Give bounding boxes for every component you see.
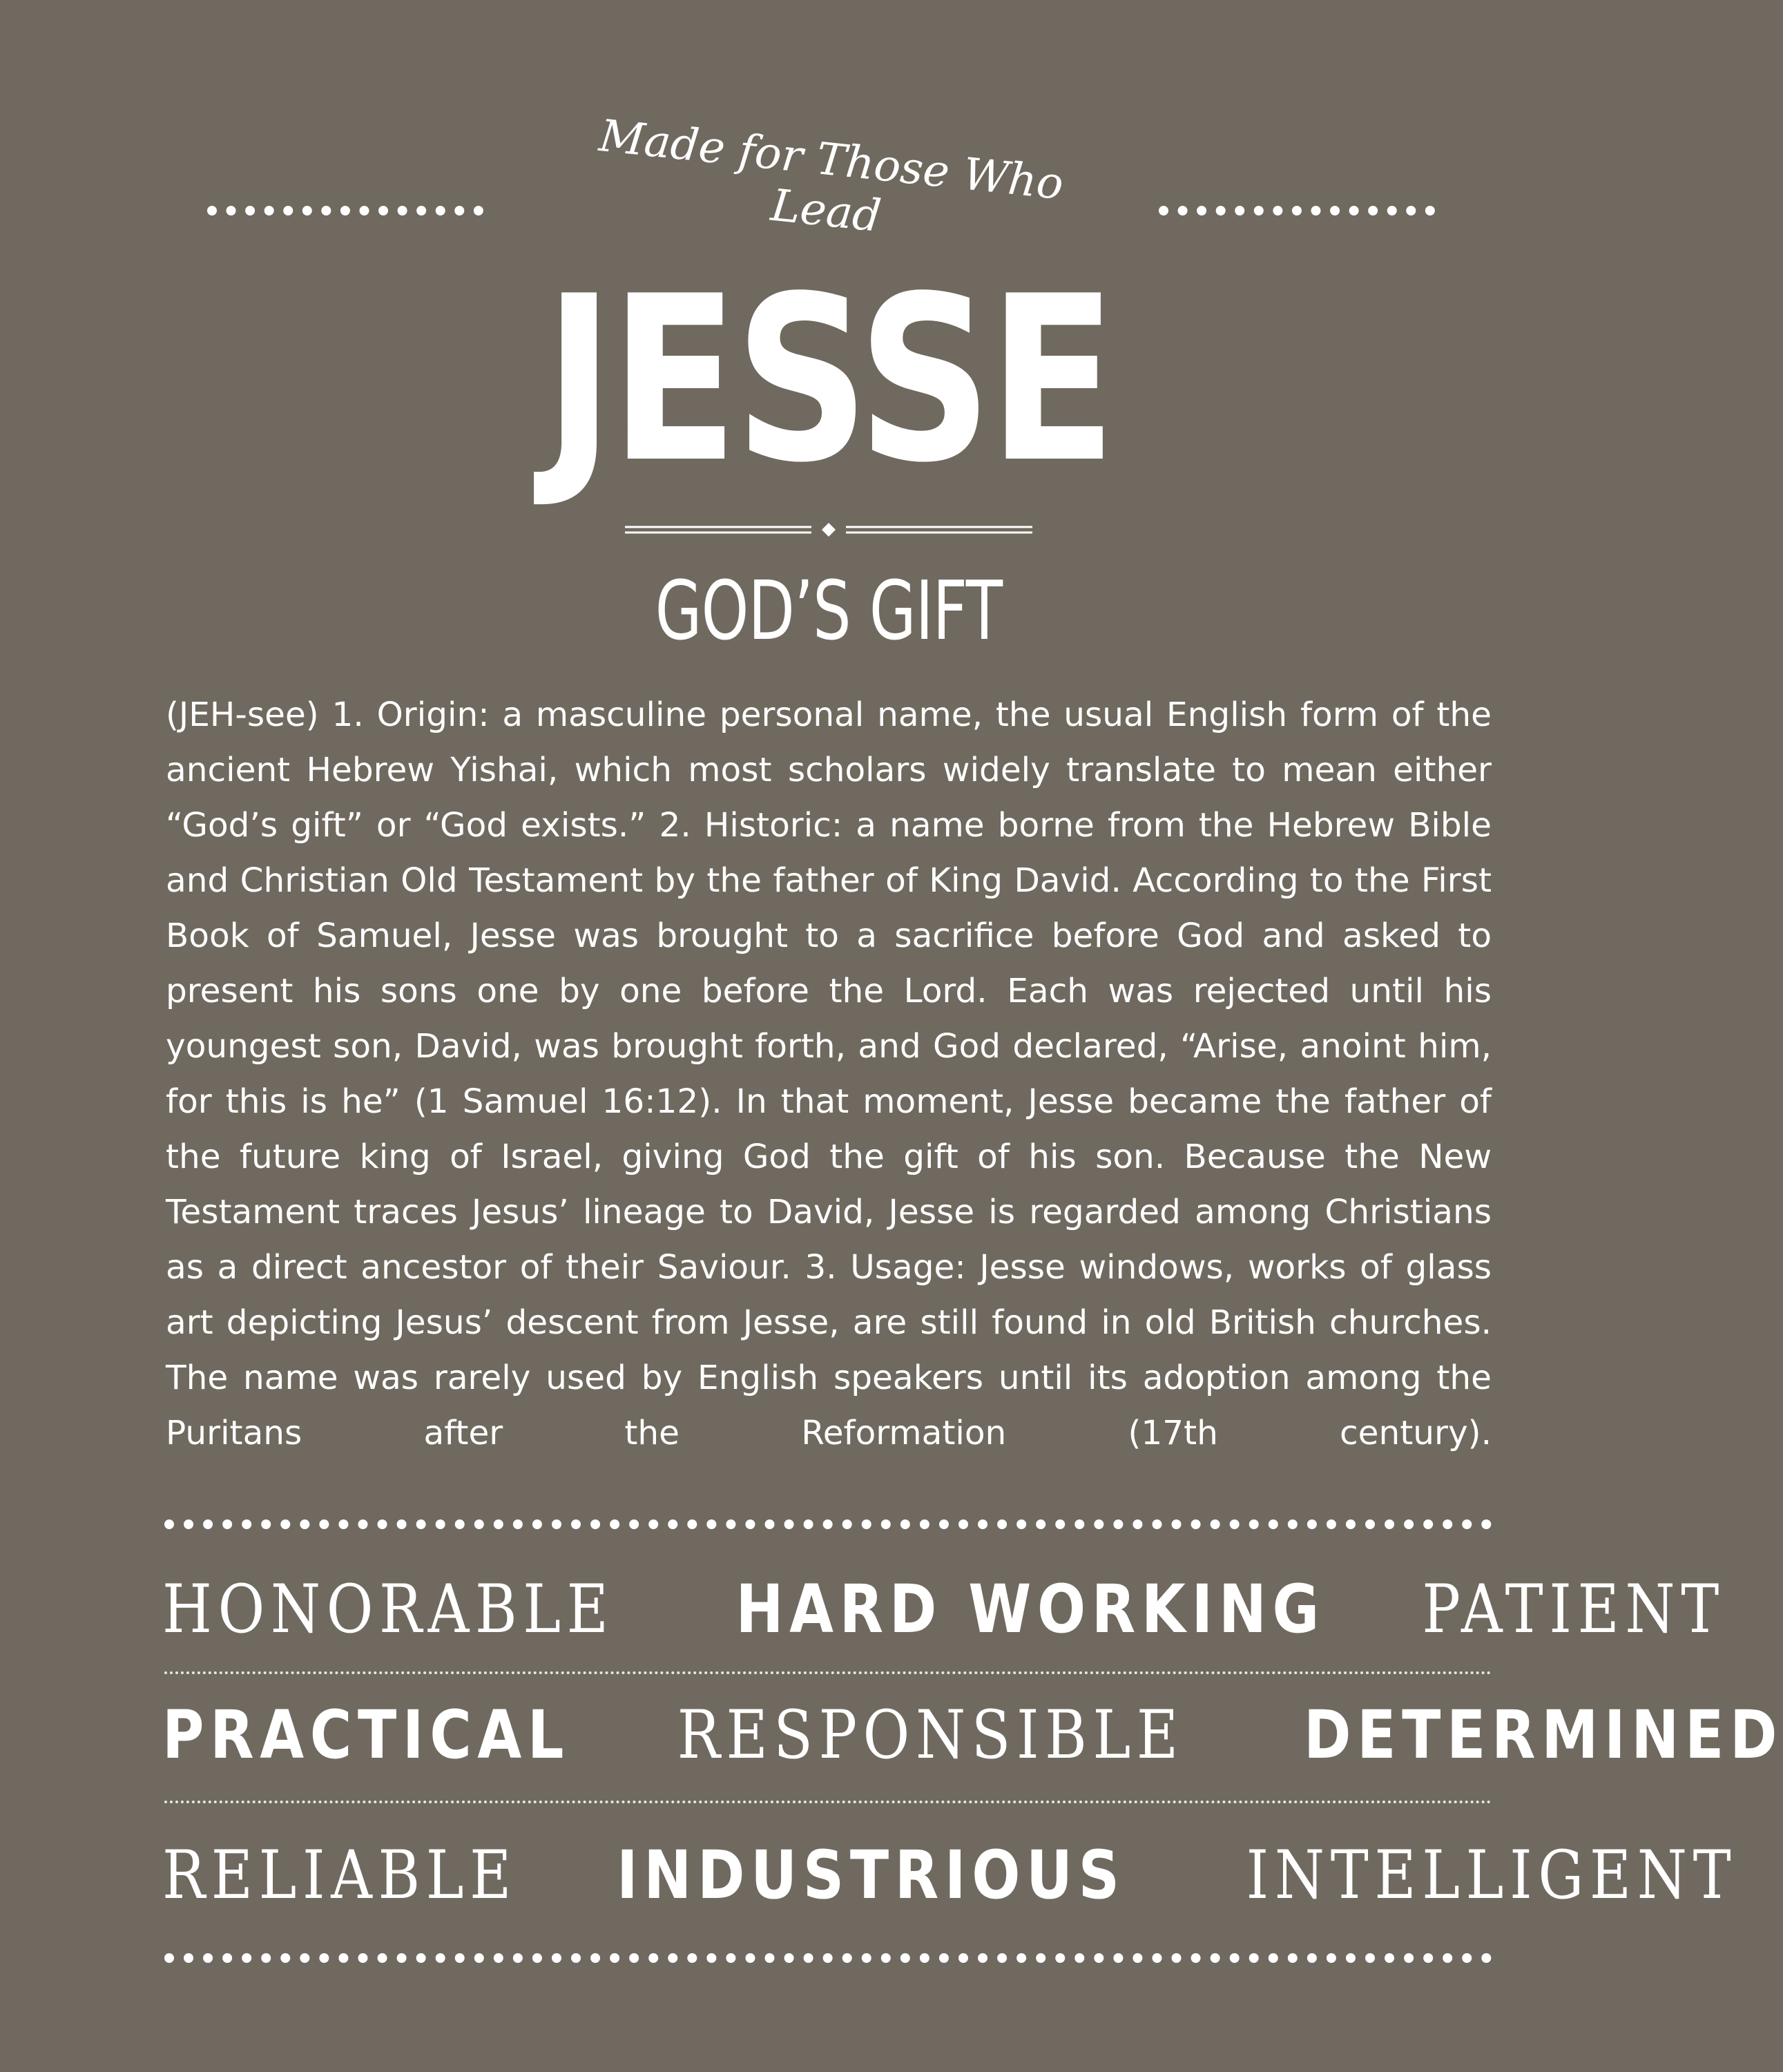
trait-word: RELIABLE — [162, 1836, 518, 1914]
name-meaning: GOD’S GIFT — [655, 563, 1003, 658]
trait-separator-2 — [164, 1801, 1492, 1803]
trait-word: HONORABLE — [162, 1571, 615, 1648]
name-title: JESSE — [544, 247, 1113, 512]
tagline-text: Made for Those Who Lead — [597, 111, 1066, 242]
trait-word: INTELLIGENT — [1246, 1836, 1737, 1914]
tagline-right-dots — [1159, 206, 1435, 215]
name-description: (JEH-see) 1. Origin: a masculine personal name, the usual English form of the ancient Hebrew Yishai, which most scholars widely translate to mean either “God’s gift” or “God exists.” 2. Historic: a name borne from the Hebrew Bible and Christian Old Testament by the father of King David. According to the First Book of Samuel, Jesse was brought to a sacrifice before God and asked to present his sons one by one before the Lord. Each was rejected until his youngest son, David, was brought forth, and God declared, “Arise, anoint him, for this is he” (1 Samuel 16:12). In that moment, Jesse became the father of the future king of Israel, giving God the gift of his son. Because the New Testament traces Jesus’ lineage to David, Jesse is regarded among Christians as a direct ancestor of their Saviour. 3. Usage: Jesse windows, works of glass art depicting Jesus’ descent from Jesse, are still found in old British churches. The name was rarely used by English speakers until its adoption among the Puritans after the Reformation (17th century). — [166, 696, 1492, 1452]
diamond-divider-icon — [625, 519, 1032, 540]
trait-row-3 — [162, 1834, 1737, 1917]
trait-word: RESPONSIBLE — [677, 1696, 1184, 1774]
trait-word: HARD WORKING — [735, 1571, 1325, 1648]
traits-top-dots — [164, 1519, 1492, 1529]
tagline — [546, 107, 1112, 242]
trait-row-2 — [162, 1694, 1783, 1776]
trait-word: INDUSTRIOUS — [616, 1836, 1126, 1914]
trait-word: DETERMINED — [1303, 1696, 1783, 1774]
trait-row-1 — [162, 1568, 1726, 1651]
trait-separator-1 — [164, 1671, 1492, 1674]
trait-word: PATIENT — [1422, 1571, 1726, 1648]
trait-word: PRACTICAL — [162, 1696, 570, 1774]
traits-bottom-dots — [164, 1953, 1492, 1963]
tagline-left-dots — [207, 206, 483, 215]
